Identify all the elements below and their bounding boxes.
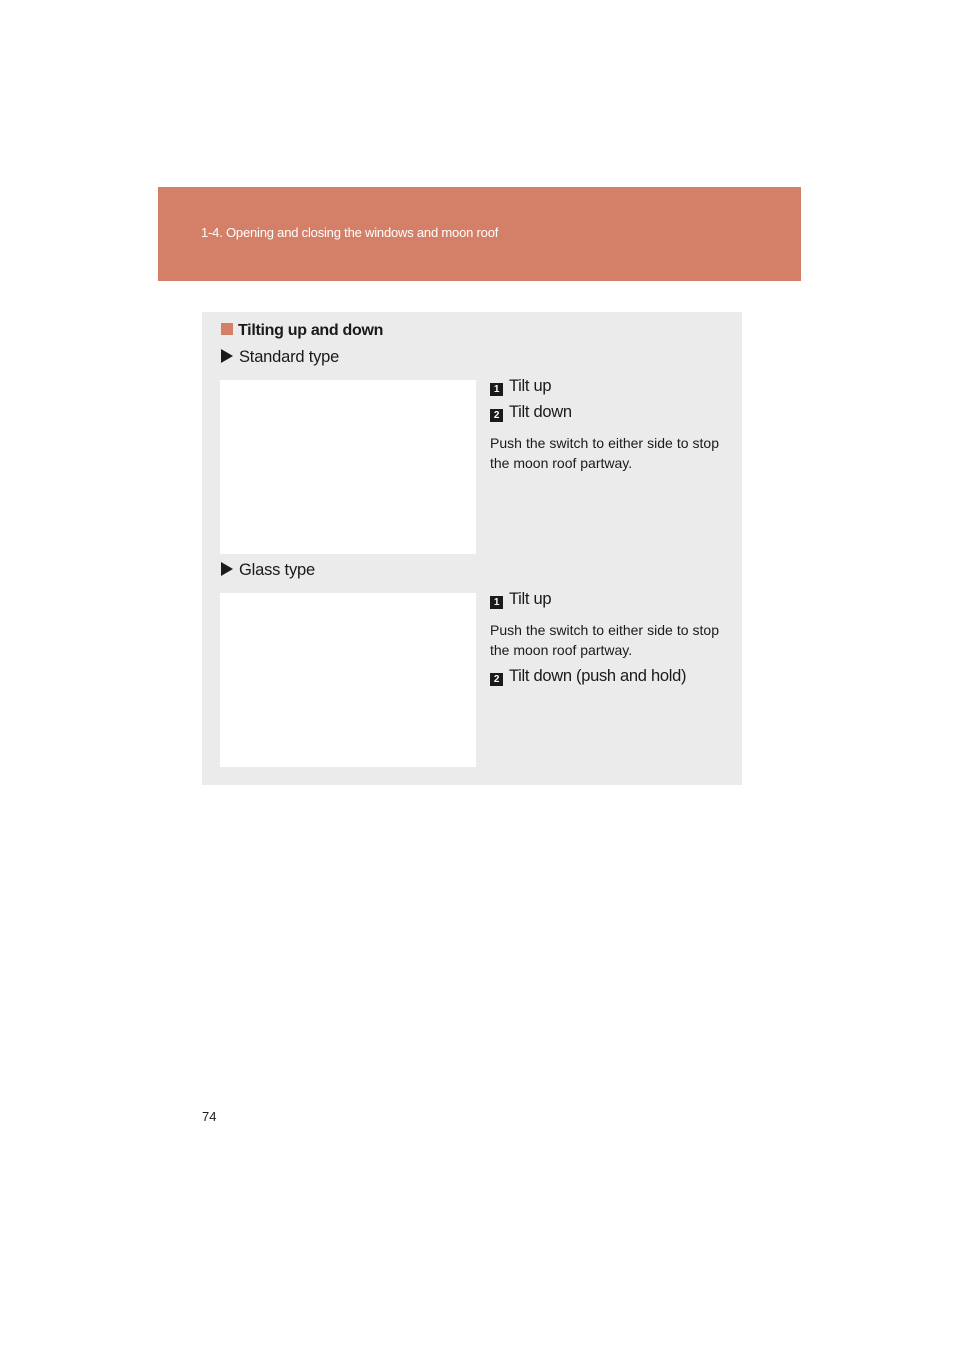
step-number-icon: 2 [490,673,503,686]
page-number: 74 [202,1109,217,1124]
glass-step-1 [490,590,551,609]
content-panel [202,312,742,785]
illustration-glass [220,593,476,767]
step-text: Tilt up [509,377,552,395]
step-number-icon: 1 [490,596,503,609]
triangle-arrow-icon [221,562,233,576]
illustration-standard [220,380,476,554]
standard-note: Push the switch to either side to stop the moon roof partway. [490,435,719,471]
variant-standard-label: Standard type [239,348,340,366]
standard-step-2 [490,403,572,422]
variant-standard [221,348,339,367]
section-title: 1-4. Opening and closing the windows and moon roof [201,225,499,240]
subhead-text: Tilting up and down [238,322,384,339]
glass-step-2 [490,667,686,686]
step-number-icon: 1 [490,383,503,396]
variant-glass [221,561,315,580]
subhead [221,322,383,340]
header-band [158,187,801,281]
square-bullet-icon [221,323,233,335]
glass-note: Push the switch to either side to stop the moon roof partway. [490,622,719,658]
variant-glass-label: Glass type [239,561,315,579]
step-text: Tilt up [509,590,552,608]
standard-step-1 [490,377,551,396]
triangle-arrow-icon [221,349,233,363]
step-number-icon: 2 [490,409,503,422]
step-text: Tilt down (push and hold) [509,667,687,685]
step-text: Tilt down [509,403,572,421]
